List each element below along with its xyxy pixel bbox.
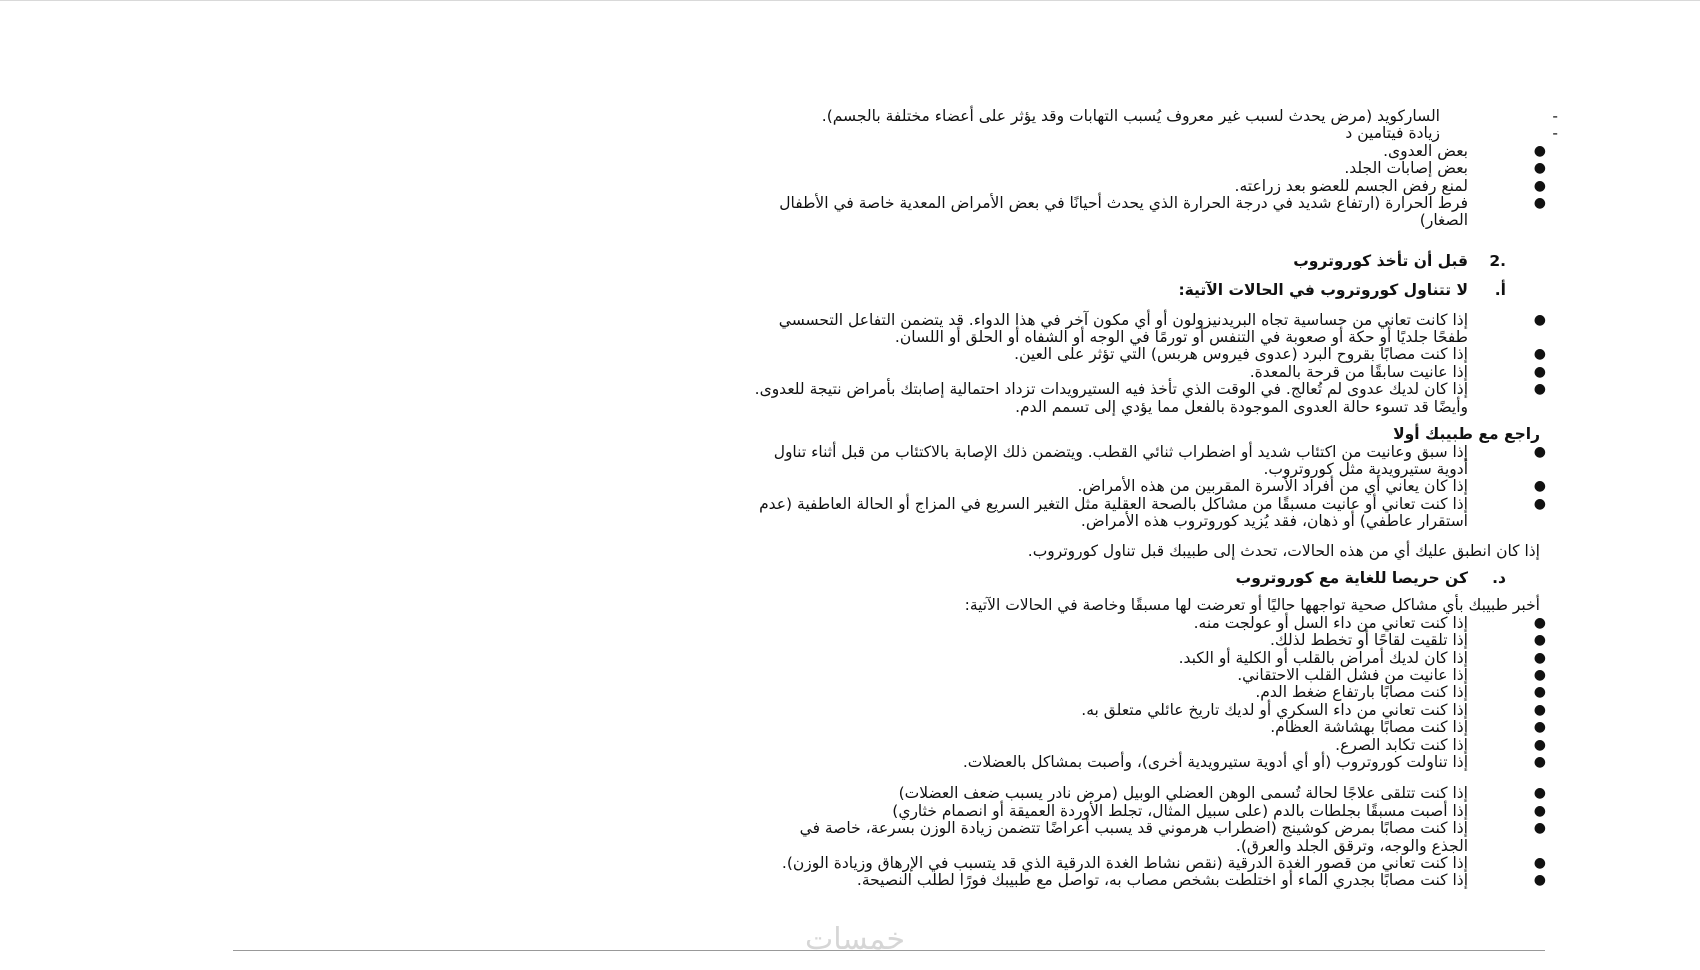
bullet-icon: ● xyxy=(1533,701,1546,718)
list-item: - زيادة فيتامين د xyxy=(1345,124,1558,143)
list-item: ● إذا كنت مصابًا بهشاشة العظام. xyxy=(1270,718,1546,737)
list-item: ● إذا كنت مصابًا بجدري الماء أو اختلطت بشخص مصاب به، تواصل مع طبيبك فورًا لطلب النصيحة. xyxy=(856,871,1546,890)
bullet-icon: ● xyxy=(1533,160,1546,177)
watermark-logo: خمسات xyxy=(804,922,906,957)
bullet-icon: ● xyxy=(1533,195,1546,212)
bullet-icon: ● xyxy=(1533,381,1546,398)
list-item: ● بعض إصابات الجلد. xyxy=(1344,159,1546,178)
section-a-heading: أ. لا تتناول كوروتروب في الحالات الآتية: xyxy=(1178,281,1506,300)
doctor-note: إذا كان انطبق عليك أي من هذه الحالات، تحدث إلى طبيبك قبل تناول كوروتروب. xyxy=(1027,541,1540,560)
list-item: ● إذا كنت تعاني من قصور الغدة الدرقية (نقص نشاط الغدة الدرقية الذي قد يتسبب في الإرهاق وزيادة الوزن). xyxy=(781,854,1546,873)
list-item: ● إذا كنت مصابًا بمرض كوشينج (اضطراب هرموني قد يسبب أعراضًا تتضمن زيادة الوزن بسرعة، خاصة في الجذع والوجه، وترقق الجلد والعرق). xyxy=(799,819,1546,855)
bullet-icon: ● xyxy=(1533,872,1546,889)
list-item: ● إذا كانت تعاني من حساسية تجاه البريدنيزولون أو أي مكون آخر في هذا الدواء. قد يتضمن التفاعل التحسسي طفحًا جلديًا أو حكة أو صعوبة في التنفس أو تورمًا في الوجه أو الشفاه أو الحلق أو اللسان. xyxy=(778,310,1546,347)
dash-marker: - xyxy=(1552,124,1558,143)
doctor-first-heading: راجع مع طبيبك أولا xyxy=(1393,425,1540,444)
bullet-icon: ● xyxy=(1533,142,1546,159)
section-d-list-2 xyxy=(230,785,1550,889)
bullet-icon: ● xyxy=(1533,754,1546,770)
doctor-first-list xyxy=(230,444,1550,531)
list-item: ● إذا كنت مصابًا بارتفاع ضغط الدم. xyxy=(1255,683,1546,702)
section-d-heading: د. كن حريصا للغاية مع كوروتروب xyxy=(1235,568,1506,587)
list-item: ● إذا كنت تعاني من داء السكري أو لديك تاريخ عائلي متعلق به. xyxy=(1081,700,1546,719)
dash-marker: - xyxy=(1552,107,1558,125)
bullet-icon: ● xyxy=(1533,684,1546,701)
bullet-icon: ● xyxy=(1533,719,1546,736)
list-item: ● إذا كان لديك عدوى لم تُعالج. في الوقت الذي تأخذ فيه الستيرويدات تزداد احتمالية إصابتك بأمراض نتيجة للعدوى. وأيضًا قد تسوء حالة العدوى الموجودة بالفعل مما يؤدي إلى تسمم الدم. xyxy=(754,380,1546,416)
top-border xyxy=(0,0,1700,1)
list-item: ● إذا كان يعاني أي من أفراد الأسرة المقربين من هذه الأمراض. xyxy=(1077,477,1546,496)
list-item: ● إذا كان لديك أمراض بالقلب أو الكلية أو الكبد. xyxy=(1178,648,1546,667)
bullet-icon: ● xyxy=(1533,736,1546,753)
list-item: ● إذا عانيت سابقًا من قرحة بالمعدة. xyxy=(1249,362,1546,381)
section-d-list-1 xyxy=(230,615,1550,772)
list-item: ● إذا كنت تتلقى علاجًا لحالة تُسمى الوهن العضلي الوبيل (مرض نادر يسبب ضعف العضلات) xyxy=(898,784,1546,803)
bullet-icon: ● xyxy=(1533,649,1546,666)
list-item: ● إذا سبق وعانيت من اكتئاب شديد أو اضطراب ثنائي القطب. ويتضمن ذلك الإصابة بالاكتئاب من قبل أثناء تناول أدوية ستيرويدية مثل كوروتروب. xyxy=(773,442,1546,478)
list-item: ● إذا عانيت من فشل القلب الاحتقاني. xyxy=(1237,665,1546,684)
bullet-icon: ● xyxy=(1533,614,1546,631)
section-d-intro: أخبر طبيبك بأي مشاكل صحية تواجهها حاليًا أو تعرضت لها مسبقًا وخاصة في الحالات الآتية: xyxy=(964,596,1540,615)
bullet-icon: ● xyxy=(1533,820,1546,837)
list-item: ● إذا كنت تعاني من داء السل أو عولجت منه. xyxy=(1193,613,1546,632)
bullet-icon: ● xyxy=(1533,363,1546,380)
bullet-icon: ● xyxy=(1533,495,1546,512)
list-item: ● إذا أصبت مسبقًا بجلطات بالدم (على سبيل المثال، تجلط الأوردة العميقة أو انصمام خثاري) xyxy=(892,801,1546,820)
list-item: ● فرط الحرارة (ارتفاع شديد في درجة الحرارة الذي يحدث أحيانًا في بعض الأمراض المعدية خاصة في الأطفال الصغار) xyxy=(779,194,1546,230)
bullet-icon: ● xyxy=(1533,785,1546,802)
list-item: ● بعض العدوى. xyxy=(1383,141,1546,160)
bullet-icon: ● xyxy=(1533,346,1546,363)
bullet-icon: ● xyxy=(1533,855,1546,872)
list-item: ● إذا كنت مصابًا بقروح البرد (عدوى فيروس هربس) التي تؤثر على العين. xyxy=(1014,345,1546,364)
list-item: ● لمنع رفض الجسم للعضو بعد زراعته. xyxy=(1234,176,1546,195)
bullet-icon: ● xyxy=(1533,802,1546,819)
document-page xyxy=(230,107,1558,890)
list-item: - الساركويد (مرض يحدث لسبب غير معروف يُسبب التهابات وقد يؤثر على أعضاء مختلفة بالجسم). xyxy=(821,107,1558,125)
bullet-icon: ● xyxy=(1533,443,1546,460)
bullet-icon: ● xyxy=(1533,666,1546,683)
list-item: ● إذا تناولت كوروتروب (أو أي أدوية ستيرويدية أخرى)، وأصبت بمشاكل بالعضلات. xyxy=(962,753,1546,771)
bullet-icon: ● xyxy=(1533,311,1546,328)
section-2-heading: .2 قبل أن تأخذ كوروتروب xyxy=(1293,251,1506,270)
list-item: ● إذا تلقيت لقاحًا أو تخطط لذلك. xyxy=(1269,631,1546,650)
bullet-icon: ● xyxy=(1533,478,1546,495)
bullet-icon: ● xyxy=(1533,632,1546,649)
list-item: ● إذا كنت تكابد الصرع. xyxy=(1335,735,1546,754)
bullet-icon: ● xyxy=(1533,177,1546,194)
section-a-list xyxy=(230,312,1550,416)
list-item: ● إذا كنت تعاني أو عانيت مسبقًا من مشاكل بالصحة العقلية مثل التغير السريع في المزاج أو الحالة العاطفية (عدم استقرار عاطفي) أو ذهان، فقد يُزيد كوروتروب هذه الأمراض. xyxy=(759,494,1546,531)
